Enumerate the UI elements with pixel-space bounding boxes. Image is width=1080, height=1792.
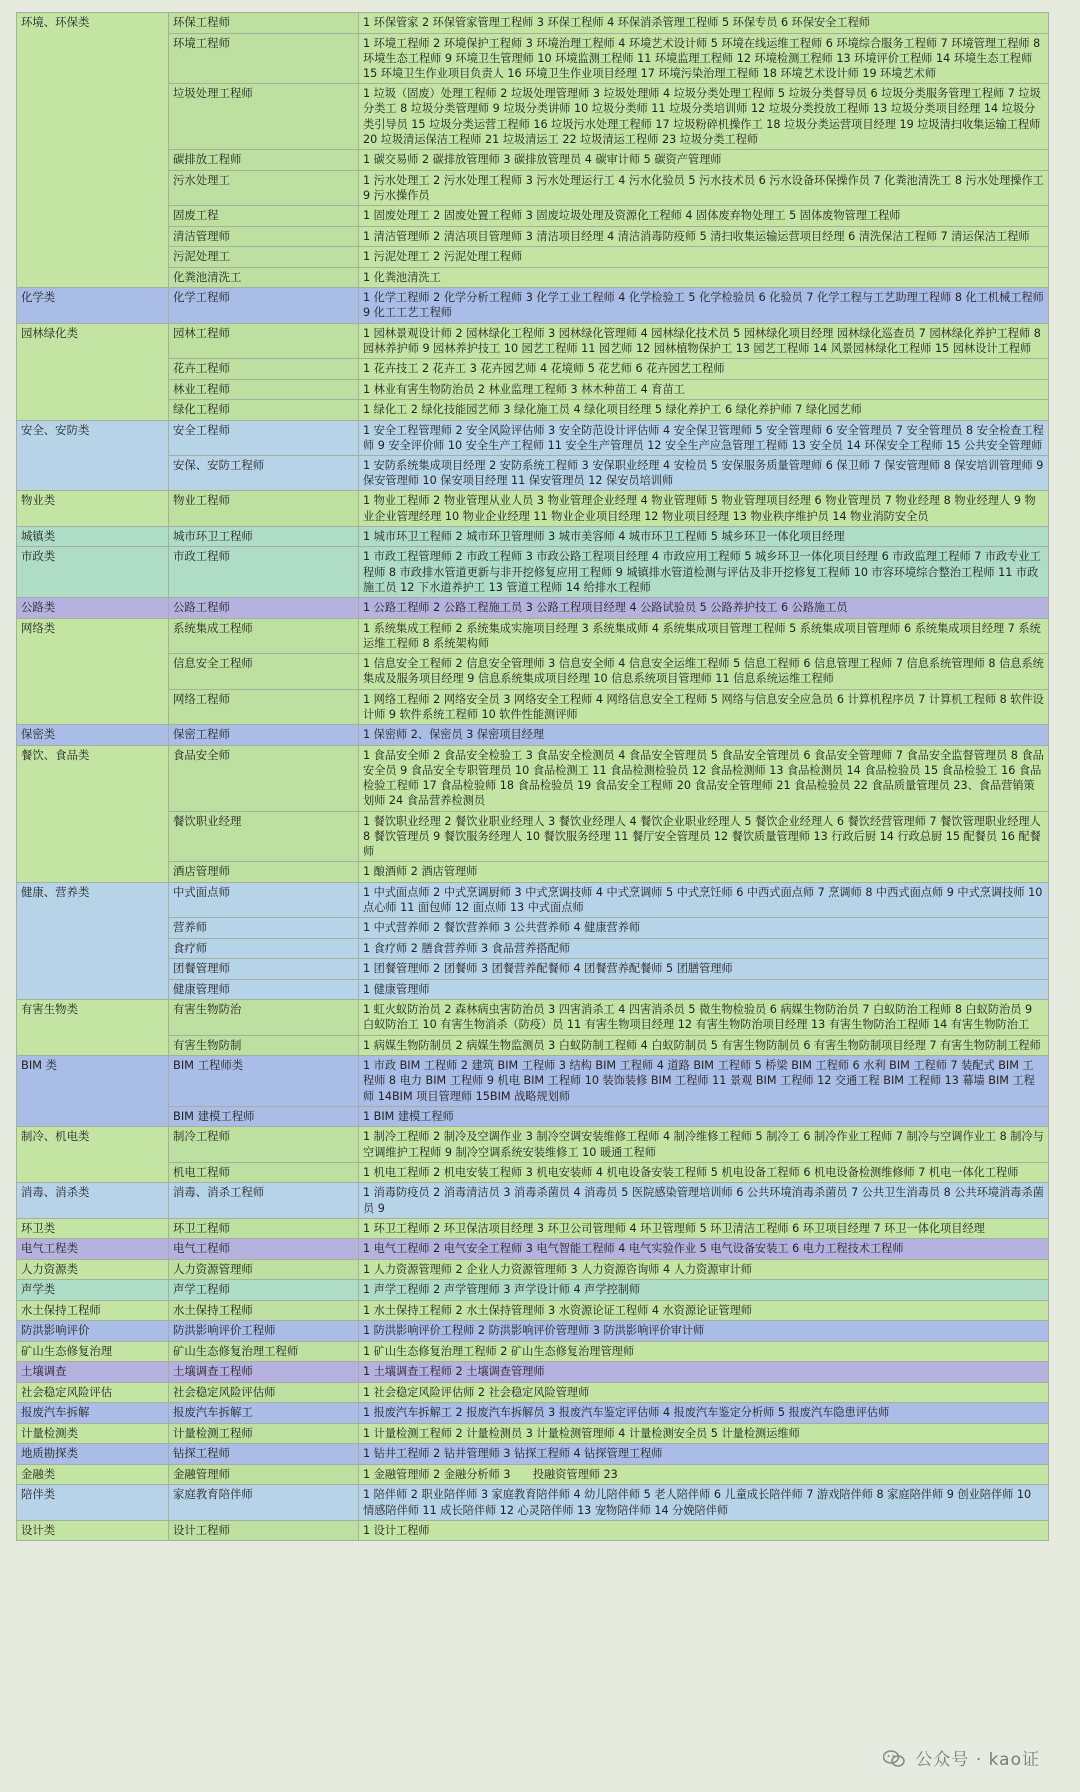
- subcategory-name: 城市环卫工程师: [169, 526, 359, 547]
- job-titles-list: 1 环境工程师 2 环境保护工程师 3 环境治理工程师 4 环境艺术设计师 5 环境在线运维工程师 6 环境综合服务工程师 7 环境管理工程师 8 环境生态工程师 9 环境卫生管理师 10 环境监测工程师 11 环境监理工程师 12 环境检测工程师 13 环境评价工程师 14 环境生态工程师 15 环境卫生作业项目负责人 16 环境卫生作业项目经理 17 环境污染治理工程师 18 环境艺术设计师 19 环境艺术师: [359, 33, 1049, 84]
- table-row: [17, 359, 1049, 380]
- table-row: [17, 400, 1049, 421]
- table-row: [17, 1239, 1049, 1260]
- subcategory-name: 物业工程师: [169, 491, 359, 526]
- category-name: 社会稳定风险评估: [17, 1382, 169, 1403]
- table-row: [17, 598, 1049, 619]
- job-titles-list: 1 电气工程师 2 电气安全工程师 3 电气智能工程师 4 电气实验作业 5 电气设备安装工 6 电力工程技术工程师: [359, 1239, 1049, 1260]
- subcategory-name: 计量检测工程师: [169, 1423, 359, 1444]
- subcategory-name: 有害生物防治: [169, 1000, 359, 1035]
- category-name: 陪伴类: [17, 1485, 169, 1520]
- subcategory-name: 报废汽车拆解工: [169, 1403, 359, 1424]
- table-row: [17, 979, 1049, 1000]
- category-name: 环卫类: [17, 1218, 169, 1239]
- category-name: 有害生物类: [17, 1000, 169, 1056]
- job-titles-list: 1 矿山生态修复治理工程师 2 矿山生态修复治理管理师: [359, 1341, 1049, 1362]
- table-row: [17, 33, 1049, 84]
- job-titles-list: 1 环卫工程师 2 环卫保洁项目经理 3 环卫公司管理师 4 环卫管理师 5 环卫清洁工程师 6 环卫项目经理 7 环卫一体化项目经理: [359, 1218, 1049, 1239]
- job-titles-list: 1 团餐管理师 2 团餐师 3 团餐营养配餐师 4 团餐营养配餐师 5 团膳管理师: [359, 959, 1049, 980]
- subcategory-name: 清洁管理师: [169, 226, 359, 247]
- table-row: [17, 226, 1049, 247]
- job-titles-list: 1 机电工程师 2 机电安装工程师 3 机电安装师 4 机电设备安装工程师 5 机电设备工程师 6 机电设备检测维修师 7 机电一体化工程师: [359, 1162, 1049, 1183]
- job-titles-list: 1 声学工程师 2 声学管理师 3 声学设计师 4 声学控制师: [359, 1280, 1049, 1301]
- category-name: 消毒、消杀类: [17, 1183, 169, 1218]
- job-titles-list: 1 园林景观设计师 2 园林绿化工程师 3 园林绿化管理师 4 园林绿化技术员 5 园林绿化项目经理 园林绿化巡查员 7 园林绿化养护工程师 8 园林养护师 9 园林养护技工 10 园艺工程师 11 园艺师 12 园林植物保护工 13 园艺工程师 14 风景园林绿化工程师 15 园林设计工程师: [359, 323, 1049, 358]
- job-titles-list: 1 消毒防疫员 2 消毒清洁员 3 消毒杀菌员 4 消毒员 5 医院感染管理培训师 6 公共环境消毒杀菌员 7 公共卫生消毒员 8 公共环境消毒杀菌员 9: [359, 1183, 1049, 1218]
- category-name: 声学类: [17, 1280, 169, 1301]
- table-row: [17, 654, 1049, 689]
- job-titles-list: 1 人力资源管理师 2 企业人力资源管理师 3 人力资源咨询师 4 人力资源审计师: [359, 1259, 1049, 1280]
- category-name: 地质勘探类: [17, 1444, 169, 1465]
- table-row: [17, 1485, 1049, 1520]
- category-name: 制冷、机电类: [17, 1127, 169, 1183]
- subcategory-name: 安保、安防工程师: [169, 456, 359, 491]
- table-row: [17, 1382, 1049, 1403]
- subcategory-name: 防洪影响评价工程师: [169, 1321, 359, 1342]
- subcategory-name: 食疗师: [169, 938, 359, 959]
- subcategory-name: 健康管理师: [169, 979, 359, 1000]
- category-name: 土壤调查: [17, 1362, 169, 1383]
- category-name: BIM 类: [17, 1056, 169, 1127]
- table-row: [17, 1423, 1049, 1444]
- subcategory-name: 林业工程师: [169, 379, 359, 400]
- table-row: [17, 547, 1049, 598]
- job-titles-list: 1 环保管家 2 环保管家管理工程师 3 环保工程师 4 环保消杀管理工程师 5 环保专员 6 环保安全工程师: [359, 13, 1049, 34]
- table-row: [17, 1341, 1049, 1362]
- subcategory-name: 消毒、消杀工程师: [169, 1183, 359, 1218]
- job-titles-list: 1 酿酒师 2 酒店管理师: [359, 862, 1049, 883]
- job-titles-list: 1 钻井工程师 2 钻井管理师 3 钻探工程师 4 钻探管理工程师: [359, 1444, 1049, 1465]
- job-titles-list: 1 化学工程师 2 化学分析工程师 3 化学工业工程师 4 化学检验工 5 化学检验员 6 化验员 7 化学工程与工艺助理工程师 8 化工机械工程师 9 化工工艺工程师: [359, 288, 1049, 323]
- table-row: [17, 84, 1049, 150]
- job-titles-list: 1 安防系统集成项目经理 2 安防系统工程师 3 安保职业经理 4 安检员 5 安保服务质量管理师 6 保卫师 7 保安管理师 8 保安培训管理师 9 保安管理师 10 保安项目经理 11 保安管理员 12 保安员培训师: [359, 456, 1049, 491]
- job-titles-list: 1 病媒生物防制员 2 病媒生物监测员 3 白蚁防制工程师 4 白蚁防制员 5 有害生物防制员 6 有害生物防制项目经理 7 有害生物防制工程师: [359, 1035, 1049, 1056]
- category-name: 设计类: [17, 1520, 169, 1541]
- subcategory-name: 家庭教育陪伴师: [169, 1485, 359, 1520]
- table-row: [17, 811, 1049, 862]
- category-name: 城镇类: [17, 526, 169, 547]
- subcategory-name: 污水处理工: [169, 170, 359, 205]
- table-row: [17, 323, 1049, 358]
- job-titles-list: 1 市政工程管理师 2 市政工程师 3 市政公路工程项目经理 4 市政应用工程师 5 城乡环卫一体化项目经理 6 市政监理工程师 7 市政专业工程师 8 市政排水管道更新与非开挖修复应用工程师 9 城镇排水管道检测与评估及非开挖修复工程师 10 市容环境综合整治工程师 11 市政施工员 12 下水道养护工 13 管道工程师 14 给排水工程师: [359, 547, 1049, 598]
- job-titles-list: 1 BIM 建模工程师: [359, 1106, 1049, 1127]
- job-titles-list: 1 虹火蚁防治员 2 森林病虫害防治员 3 四害消杀工 4 四害消杀员 5 微生物检验员 6 病媒生物防治员 7 白蚁防治工程师 8 白蚁防治员 9 白蚁防治工 10 有害生物消杀（防疫）员 11 有害生物项目经理 12 有害生物防治项目经理 13 有害生物防治工程师 14 有害生物防治工: [359, 1000, 1049, 1035]
- subcategory-name: 有害生物防制: [169, 1035, 359, 1056]
- table-row: [17, 1056, 1049, 1107]
- job-titles-list: 1 公路工程师 2 公路工程施工员 3 公路工程项目经理 4 公路试验员 5 公路养护技工 6 公路施工员: [359, 598, 1049, 619]
- category-name: 矿山生态修复治理: [17, 1341, 169, 1362]
- subcategory-name: 餐饮职业经理: [169, 811, 359, 862]
- subcategory-name: 环卫工程师: [169, 1218, 359, 1239]
- watermark: [883, 1745, 1040, 1770]
- wechat-icon: [883, 1750, 905, 1768]
- table-row: [17, 1183, 1049, 1218]
- subcategory-name: 制冷工程师: [169, 1127, 359, 1162]
- table-row: [17, 1403, 1049, 1424]
- subcategory-name: 环保工程师: [169, 13, 359, 34]
- category-name: 人力资源类: [17, 1259, 169, 1280]
- job-titles-list: 1 化粪池清洗工: [359, 267, 1049, 288]
- watermark-text: 公众号 · kao证: [915, 1750, 1040, 1770]
- table-row: [17, 1464, 1049, 1485]
- job-titles-list: 1 网络工程师 2 网络安全员 3 网络安全工程师 4 网络信息安全工程师 5 网络与信息安全应急员 6 计算机程序员 7 计算机工程师 8 软件设计师 9 软件系统工程师 10 软件性能测评师: [359, 689, 1049, 724]
- job-titles-list: 1 碳交易师 2 碳排放管理师 3 碳排放管理员 4 碳审计师 5 碳资产管理师: [359, 150, 1049, 171]
- job-titles-list: 1 健康管理师: [359, 979, 1049, 1000]
- job-titles-list: 1 物业工程师 2 物业管理从业人员 3 物业管理企业经理 4 物业管理师 5 物业管理项目经理 6 物业管理员 7 物业经理 8 物业经理人 9 物业企业管理经理 10 物业企业经理 11 物业企业项目经理 12 物业项目经理 13 物业秩序维护员 14 物业消防安全员: [359, 491, 1049, 526]
- table-row: [17, 526, 1049, 547]
- table-row: [17, 918, 1049, 939]
- job-titles-list: 1 污水处理工 2 污水处理工程师 3 污水处理运行工 4 污水化验员 5 污水技术员 6 污水设备环保操作员 7 化粪池清洗工 8 污水处理操作工 9 污水操作员: [359, 170, 1049, 205]
- subcategory-name: 垃圾处理工程师: [169, 84, 359, 150]
- job-titles-list: 1 固废处理工 2 固废处置工程师 3 固废垃圾处理及资源化工程师 4 固体废弃物处理工 5 固体废物管理工程师: [359, 206, 1049, 227]
- table-row: [17, 267, 1049, 288]
- subcategory-name: 信息安全工程师: [169, 654, 359, 689]
- job-titles-list: 1 垃圾（固废）处理工程师 2 垃圾处理管理师 3 垃圾处理师 4 垃圾分类处理工程师 5 垃圾分类督导员 6 垃圾分类服务管理工程师 7 垃圾分类工 8 垃圾分类管理师 9 垃圾分类讲师 10 垃圾分类师 11 垃圾分类培训师 12 垃圾分类投放工程师 13 垃圾分类项目经理 14 垃圾分类引导员 15 垃圾分类运营工程师 16 垃圾污水处理工程师 17 垃圾粉碎机操作工 18 垃圾分类运营项目经理 19 垃圾清扫收集运输工程师 20 垃圾清运保洁工程师 21 垃圾清运工 22 垃圾清运工程师 23 垃圾分类工程师: [359, 84, 1049, 150]
- table-row: [17, 882, 1049, 917]
- job-titles-list: 1 餐饮职业经理 2 餐饮业职业经理人 3 餐饮业经理人 4 餐饮企业职业经理人 5 餐饮企业经理人 6 餐饮经营管理师 7 餐饮管理职业经理人 8 餐饮管理员 9 餐饮服务经理人 10 餐饮服务经理 11 餐厅安全管理员 12 餐饮质量管理师 13 行政后厨 14 行政总厨 15 配餐员 16 配餐师: [359, 811, 1049, 862]
- category-name: 网络类: [17, 618, 169, 724]
- table-row: [17, 689, 1049, 724]
- table-row: [17, 206, 1049, 227]
- subcategory-name: 电气工程师: [169, 1239, 359, 1260]
- subcategory-name: 碳排放工程师: [169, 150, 359, 171]
- table-row: [17, 379, 1049, 400]
- job-titles-list: 1 林业有害生物防治员 2 林业监理工程师 3 林木种苗工 4 育苗工: [359, 379, 1049, 400]
- table-row: [17, 745, 1049, 811]
- table-row: [17, 1321, 1049, 1342]
- job-titles-list: 1 保密师 2、保密员 3 保密项目经理: [359, 725, 1049, 746]
- table-row: [17, 1106, 1049, 1127]
- table-row: [17, 1444, 1049, 1465]
- job-category-table: [16, 12, 1049, 1541]
- category-name: 保密类: [17, 725, 169, 746]
- job-titles-list: 1 土壤调查工程师 2 土壤调查管理师: [359, 1362, 1049, 1383]
- subcategory-name: 污泥处理工: [169, 247, 359, 268]
- job-titles-list: 1 中式营养师 2 餐饮营养师 3 公共营养师 4 健康营养师: [359, 918, 1049, 939]
- subcategory-name: 绿化工程师: [169, 400, 359, 421]
- table-row: [17, 13, 1049, 34]
- table-row: [17, 618, 1049, 653]
- subcategory-name: 人力资源管理师: [169, 1259, 359, 1280]
- subcategory-name: 网络工程师: [169, 689, 359, 724]
- job-titles-list: 1 系统集成工程师 2 系统集成实施项目经理 3 系统集成师 4 系统集成项目管理工程师 5 系统集成项目管理师 6 系统集成项目经理 7 系统运维工程师 8 系统架构师: [359, 618, 1049, 653]
- job-titles-list: 1 社会稳定风险评估师 2 社会稳定风险管理师: [359, 1382, 1049, 1403]
- table-row: [17, 1035, 1049, 1056]
- job-titles-list: 1 清洁管理师 2 清洁项目管理师 3 清洁项目经理 4 清洁消毒防疫师 5 清扫收集运输运营项目经理 6 清洗保洁工程师 7 清运保洁工程师: [359, 226, 1049, 247]
- subcategory-name: 酒店管理师: [169, 862, 359, 883]
- category-name: 防洪影响评价: [17, 1321, 169, 1342]
- category-name: 公路类: [17, 598, 169, 619]
- table-row: [17, 420, 1049, 455]
- category-name: 物业类: [17, 491, 169, 526]
- table-row: [17, 1520, 1049, 1541]
- subcategory-name: 安全工程师: [169, 420, 359, 455]
- table-row: [17, 1280, 1049, 1301]
- category-name: 化学类: [17, 288, 169, 323]
- table-row: [17, 491, 1049, 526]
- subcategory-name: 化粪池清洗工: [169, 267, 359, 288]
- category-name: 水土保持工程师: [17, 1300, 169, 1321]
- job-titles-list: 1 信息安全工程师 2 信息安全管理师 3 信息安全师 4 信息安全运维工程师 5 信息工程师 6 信息管理工程师 7 信息系统管理师 8 信息系统集成及服务项目经理 9 信息系统集成项目经理 10 信息系统项目管理师 11 信息系统运维工程师: [359, 654, 1049, 689]
- subcategory-name: 化学工程师: [169, 288, 359, 323]
- category-name: 市政类: [17, 547, 169, 598]
- table-row: [17, 959, 1049, 980]
- subcategory-name: 食品安全师: [169, 745, 359, 811]
- subcategory-name: 园林工程师: [169, 323, 359, 358]
- table-row: [17, 456, 1049, 491]
- subcategory-name: 矿山生态修复治理工程师: [169, 1341, 359, 1362]
- subcategory-name: 社会稳定风险评估师: [169, 1382, 359, 1403]
- job-titles-list: 1 食品安全师 2 食品安全检验工 3 食品安全检测员 4 食品安全管理员 5 食品安全管理员 6 食品安全管理师 7 食品安全监督管理员 8 食品安全员 9 食品安全专职管理员 10 食品检测工 11 食品检测检验员 12 食品检测师 13 食品检测员 14 食品检验员 15 食品检验工 16 食品检验工程师 17 食品检验师 18 食品检验员 19 食品安全工程师 20 食品安全管理师 21 食品检验员 22 食品质量管理员 23、食品营销策划师 24 食品营养检测员: [359, 745, 1049, 811]
- subcategory-name: 花卉工程师: [169, 359, 359, 380]
- job-titles-list: 1 花卉技工 2 花卉工 3 花卉园艺师 4 花境师 5 花艺师 6 花卉园艺工程师: [359, 359, 1049, 380]
- subcategory-name: 固废工程: [169, 206, 359, 227]
- subcategory-name: 市政工程师: [169, 547, 359, 598]
- subcategory-name: 水土保持工程师: [169, 1300, 359, 1321]
- table-row: [17, 1362, 1049, 1383]
- job-titles-list: 1 计量检测工程师 2 计量检测员 3 计量检测管理师 4 计量检测安全员 5 计量检测运维师: [359, 1423, 1049, 1444]
- category-name: 安全、安防类: [17, 420, 169, 491]
- table-row: [17, 288, 1049, 323]
- job-titles-list: 1 设计工程师: [359, 1520, 1049, 1541]
- job-titles-list: 1 陪伴师 2 职业陪伴师 3 家庭教育陪伴师 4 幼儿陪伴师 5 老人陪伴师 6 儿童成长陪伴师 7 游戏陪伴师 8 家庭陪伴师 9 创业陪伴师 10 情感陪伴师 11 成长陪伴师 12 心灵陪伴师 13 宠物陪伴师 14 分娩陪伴师: [359, 1485, 1049, 1520]
- table-row: [17, 170, 1049, 205]
- category-name: 环境、环保类: [17, 13, 169, 288]
- table-row: [17, 1127, 1049, 1162]
- table-row: [17, 1000, 1049, 1035]
- job-titles-list: 1 中式面点师 2 中式烹调厨师 3 中式烹调技师 4 中式烹调师 5 中式烹饪师 6 中西式面点师 7 烹调师 8 中西式面点师 9 中式烹调技师 10 点心师 11 面包师 12 面点师 13 中式面点师: [359, 882, 1049, 917]
- job-titles-list: 1 绿化工 2 绿化技能园艺师 3 绿化施工员 4 绿化项目经理 5 绿化养护工 6 绿化养护师 7 绿化园艺师: [359, 400, 1049, 421]
- subcategory-name: 设计工程师: [169, 1520, 359, 1541]
- job-titles-list: 1 金融管理师 2 金融分析师 3 投融资管理师 23: [359, 1464, 1049, 1485]
- table-row: [17, 1218, 1049, 1239]
- job-titles-list: 1 食疗师 2 膳食营养师 3 食品营养搭配师: [359, 938, 1049, 959]
- table-row: [17, 247, 1049, 268]
- job-titles-list: 1 污泥处理工 2 污泥处理工程师: [359, 247, 1049, 268]
- job-titles-list: 1 制冷工程师 2 制冷及空调作业 3 制冷空调安装维修工程师 4 制冷维修工程师 5 制冷工 6 制冷作业工程师 7 制冷与空调作业工 8 制冷与空调维护工程师 9 制冷空调系统安装维修工 10 暖通工程师: [359, 1127, 1049, 1162]
- subcategory-name: 团餐管理师: [169, 959, 359, 980]
- subcategory-name: 保密工程师: [169, 725, 359, 746]
- job-titles-list: 1 城市环卫工程师 2 城市环卫管理师 3 城市美容师 4 城市环卫工程师 5 城乡环卫一体化项目经理: [359, 526, 1049, 547]
- job-titles-list: 1 防洪影响评价工程师 2 防洪影响评价管理师 3 防洪影响评价审计师: [359, 1321, 1049, 1342]
- category-name: 计量检测类: [17, 1423, 169, 1444]
- subcategory-name: 机电工程师: [169, 1162, 359, 1183]
- table-row: [17, 725, 1049, 746]
- subcategory-name: 营养师: [169, 918, 359, 939]
- category-name: 金融类: [17, 1464, 169, 1485]
- category-name: 报废汽车拆解: [17, 1403, 169, 1424]
- job-category-table-body: [17, 13, 1049, 1541]
- table-row: [17, 150, 1049, 171]
- job-titles-list: 1 市政 BIM 工程师 2 建筑 BIM 工程师 3 结构 BIM 工程师 4 道路 BIM 工程师 5 桥梁 BIM 工程师 6 水利 BIM 工程师 7 装配式 BIM 工程师 8 电力 BIM 工程师 9 机电 BIM 工程师 10 装饰装修 BIM 工程师 11 景观 BIM 工程师 12 交通工程 BIM 工程师 13 幕墙 BIM 工程师 14BIM 项目管理师 15BIM 战略规划师: [359, 1056, 1049, 1107]
- category-name: 园林绿化类: [17, 323, 169, 420]
- job-titles-list: 1 安全工程管理师 2 安全风险评估师 3 安全防范设计评估师 4 安全保卫管理师 5 安全管理师 6 安全管理员 7 安全管理员 8 安全检查工程师 9 安全评价师 10 安全生产工程师 11 安全生产管理员 12 安全生产应急管理工程师 13 安全员 14 环保安全工程师 15 公共安全管理师: [359, 420, 1049, 455]
- subcategory-name: 土壤调查工程师: [169, 1362, 359, 1383]
- subcategory-name: 公路工程师: [169, 598, 359, 619]
- table-row: [17, 862, 1049, 883]
- table-row: [17, 1259, 1049, 1280]
- job-titles-list: 1 水土保持工程师 2 水土保持管理师 3 水资源论证工程师 4 水资源论证管理师: [359, 1300, 1049, 1321]
- subcategory-name: 环境工程师: [169, 33, 359, 84]
- subcategory-name: 系统集成工程师: [169, 618, 359, 653]
- subcategory-name: BIM 建模工程师: [169, 1106, 359, 1127]
- subcategory-name: 钻探工程师: [169, 1444, 359, 1465]
- category-name: 健康、营养类: [17, 882, 169, 999]
- subcategory-name: 声学工程师: [169, 1280, 359, 1301]
- subcategory-name: 金融管理师: [169, 1464, 359, 1485]
- category-name: 电气工程类: [17, 1239, 169, 1260]
- job-titles-list: 1 报废汽车拆解工 2 报废汽车拆解员 3 报废汽车鉴定评估师 4 报废汽车鉴定分析师 5 报废汽车隐患评估师: [359, 1403, 1049, 1424]
- table-row: [17, 938, 1049, 959]
- subcategory-name: 中式面点师: [169, 882, 359, 917]
- subcategory-name: BIM 工程师类: [169, 1056, 359, 1107]
- table-row: [17, 1300, 1049, 1321]
- table-row: [17, 1162, 1049, 1183]
- category-name: 餐饮、食品类: [17, 745, 169, 882]
